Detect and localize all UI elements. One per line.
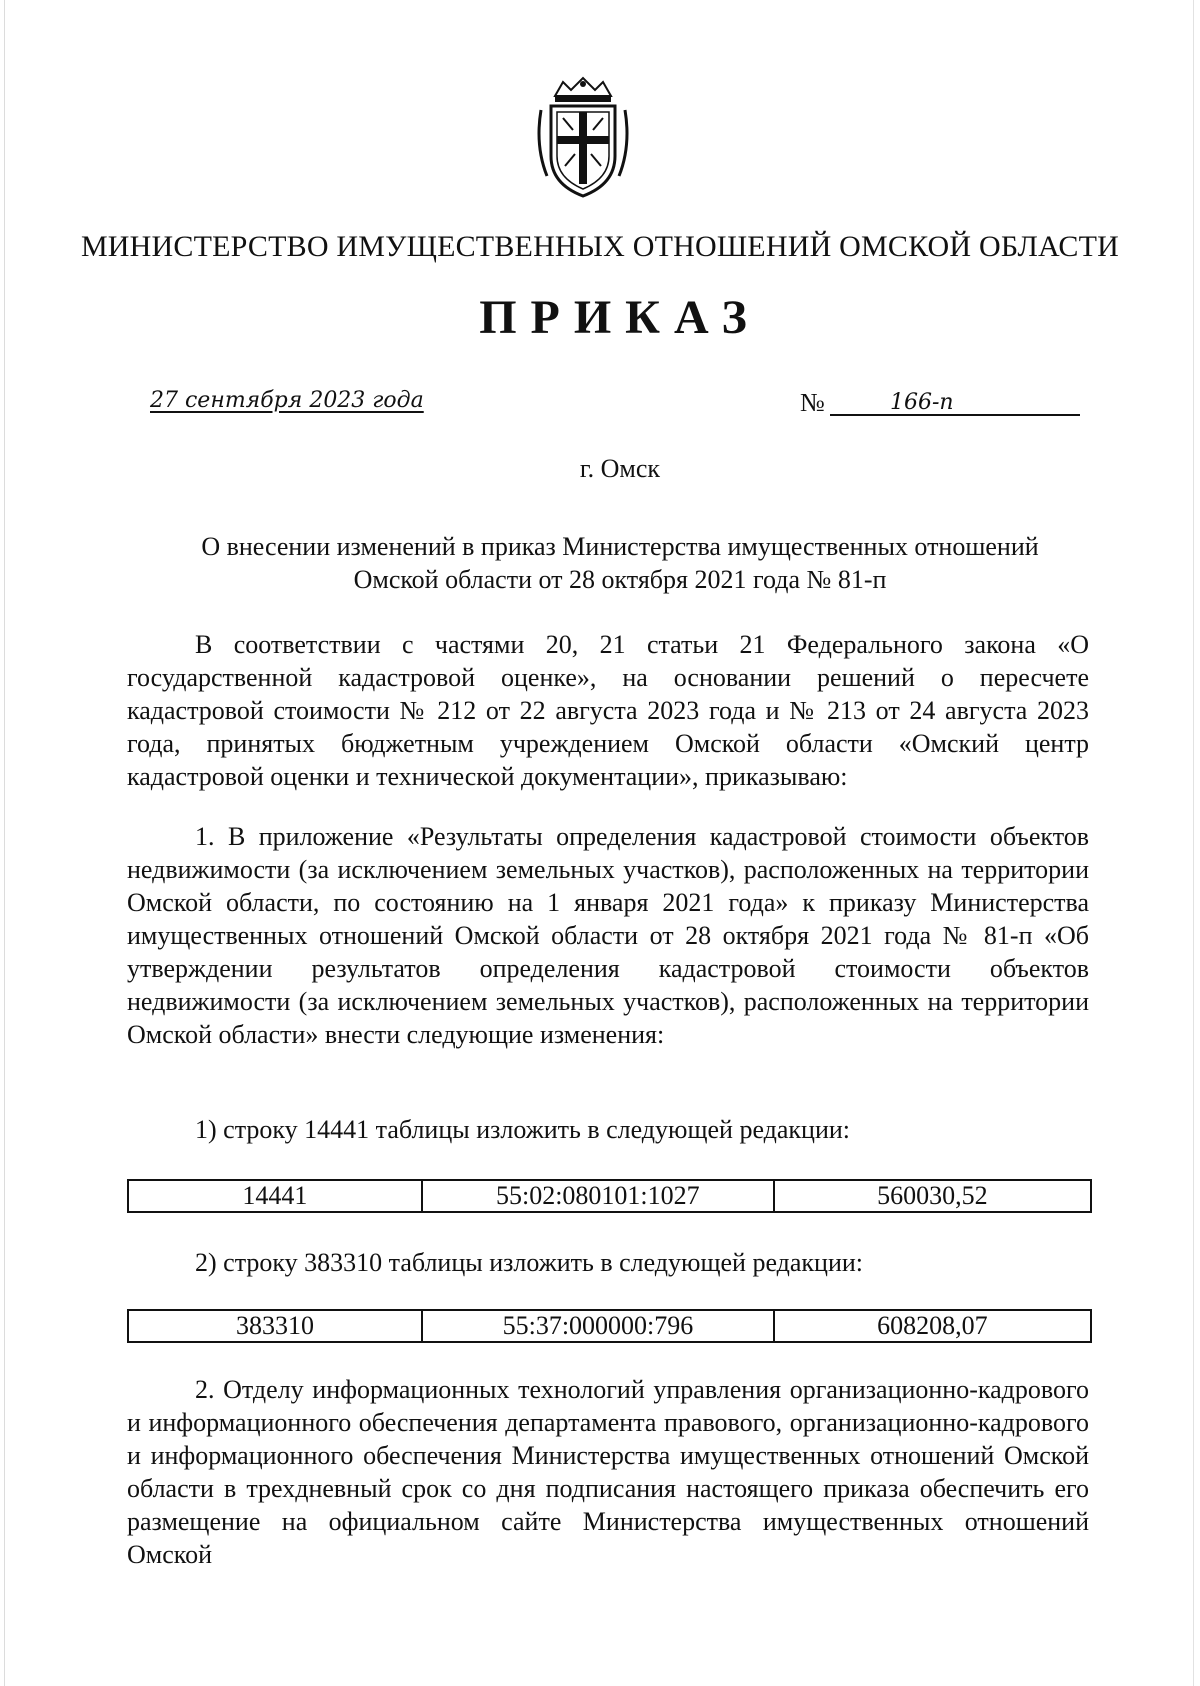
number-underline	[830, 386, 1080, 416]
cadastral-value-cell: 560030,52	[774, 1180, 1091, 1212]
order-number-handwritten: 166-п	[890, 390, 954, 415]
item-2-paragraph: 2. Отделу информационных технологий управления организационно-кадрового и информационного обеспечения департамента правового, организационно-кадрового и информационного обеспечения Министерства имущественных отношений Омской области в трехдневный срок со дня подписания настоящего приказа обеспечить его размещение на официальном сайте Министерства имущественных отношений Омской	[127, 1375, 1089, 1569]
order-subject	[130, 530, 1110, 596]
scan-edge-right	[1193, 0, 1194, 1686]
omsk-coat-of-arms-icon	[533, 76, 633, 200]
cadastral-number-cell: 55:02:080101:1027	[422, 1180, 774, 1212]
document-type-title: ПРИКАЗ	[479, 291, 761, 344]
row-number-cell: 383310	[128, 1310, 422, 1342]
subject-line-1: О внесении изменений в приказ Министерства имущественных отношений	[201, 532, 1039, 561]
row-number-cell: 14441	[128, 1180, 422, 1212]
change-1-label: 1) строку 14441 таблицы изложить в следующей редакции:	[195, 1115, 851, 1144]
order-date-handwritten: 27 сентября 2023 года	[150, 388, 424, 413]
preamble-paragraph: В соответствии с частями 20, 21 статьи 21 Федерального закона «О государственной кадастровой оценке», на основании решений о пересчете кадастровой стоимости № 212 от 22 августа 2023 года и № 213 от 24 августа 2023 года, принятых бюджетным учреждением Омской области «Омский центр кадастровой оценки и технической документации», приказываю:	[127, 630, 1089, 791]
city: г. Омск	[579, 454, 661, 483]
change-2-table	[127, 1309, 1092, 1343]
scan-edge-left	[4, 0, 5, 1686]
item-1-paragraph: 1. В приложение «Результаты определения кадастровой стоимости объектов недвижимости (за исключением земельных участков), расположенных на территории Омской области, по состоянию на 1 января 2021 года» к приказу Министерства имущественных отношений Омской области от 28 октября 2021 года № 81-п «Об утверждении результатов определения кадастровой стоимости объектов недвижимости (за исключением земельных участков), расположенных на территории Омской области» внести следующие изменения:	[127, 822, 1089, 1049]
ministry-name: МИНИСТЕРСТВО ИМУЩЕСТВЕННЫХ ОТНОШЕНИЙ ОМСКОЙ ОБЛАСТИ	[80, 230, 1120, 263]
subject-line-2: Омской области от 28 октября 2021 года № 81-п	[353, 565, 887, 594]
cadastral-number-cell: 55:37:000000:796	[422, 1310, 774, 1342]
number-sign: №	[800, 388, 825, 417]
change-2-label: 2) строку 383310 таблицы изложить в следующей редакции:	[195, 1248, 864, 1277]
change-1-table	[127, 1179, 1092, 1213]
table-row	[128, 1180, 1091, 1212]
table-row	[128, 1310, 1091, 1342]
cadastral-value-cell: 608208,07	[774, 1310, 1091, 1342]
